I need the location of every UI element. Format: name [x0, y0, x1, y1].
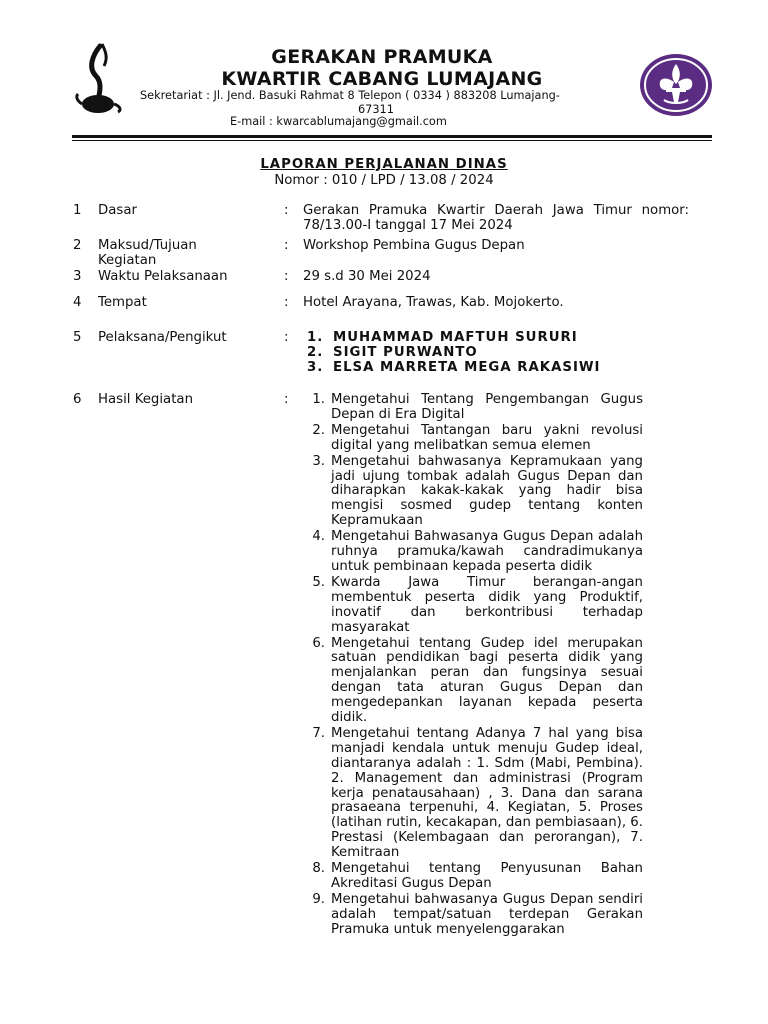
row-label: Tempat: [98, 295, 147, 310]
item-number: 6.: [312, 635, 325, 651]
participant-number: 1.: [307, 330, 324, 345]
row-number: 1: [73, 203, 82, 218]
row-colon: :: [284, 238, 289, 253]
item-number: 5.: [312, 574, 325, 590]
document-number: Nomor : 010 / LPD / 13.08 / 2024: [274, 173, 494, 188]
list-item: [303, 893, 643, 938]
participant-list: [303, 330, 683, 375]
header-divider-thin: [72, 140, 712, 141]
row-colon: :: [284, 203, 289, 218]
item-number: 3.: [312, 453, 325, 469]
row-colon: :: [284, 330, 289, 345]
item-text: Mengetahui bahwasanya Gugus Depan sendiri adalah tempat/satuan terdepan Gerakan Pramuka untuk menyelenggarakan: [331, 891, 643, 937]
tunas-kelapa-icon: [74, 42, 124, 114]
item-text: Mengetahui Tantangan baru yakni revolusi digital yang melibatkan semua elemen: [331, 422, 643, 453]
row-value: 29 s.d 30 Mei 2024: [303, 269, 431, 284]
row-colon: :: [284, 295, 289, 310]
list-item: [303, 637, 643, 726]
item-text: Mengetahui Bahwasanya Gugus Depan adalah ruhnya pramuka/kawah candradimukanya untuk pembinaan kepada peserta didik: [331, 529, 643, 574]
participant-number: 2.: [307, 345, 324, 360]
item-text: Mengetahui tentang Penyusunan Bahan Akreditasi Gugus Depan: [331, 861, 643, 891]
list-item: [303, 576, 643, 636]
participant-name: MUHAMMAD MAFTUH SURURI: [333, 330, 578, 345]
row-label: Hasil Kegiatan: [98, 392, 193, 407]
list-item: [303, 862, 643, 892]
row-label: Maksud/Tujuan Kegiatan: [98, 238, 197, 268]
row-label: Waktu Pelaksanaan: [98, 269, 228, 284]
org-name-line2: KWARTIR CABANG LUMAJANG: [221, 68, 543, 90]
participant-item: [303, 360, 683, 375]
row-label: Dasar: [98, 203, 137, 218]
row-number: 2: [73, 238, 82, 253]
header-divider-thick: [72, 135, 712, 138]
address-postcode: 67311: [358, 103, 394, 116]
document-title: LAPORAN PERJALANAN DINAS: [260, 157, 508, 172]
item-number: 4.: [312, 529, 325, 545]
item-number: 7.: [312, 725, 325, 741]
row-number: 3: [73, 269, 82, 284]
row-colon: :: [284, 392, 289, 407]
item-number: 8.: [312, 861, 325, 877]
item-text: Mengetahui Tentang Pengembangan Gugus Depan di Era Digital: [331, 392, 643, 422]
row-colon: :: [284, 269, 289, 284]
results-list: [303, 393, 643, 939]
item-text: Mengetahui tentang Gudep idel merupakan satuan pendidikan bagi peserta didik yang menjalankan peran dan fungsinya sesuai dengan tata aturan Gugus Depan dan mengedepankan layanan kepada peserta didik.: [331, 635, 643, 726]
list-item: [303, 393, 643, 423]
item-number: 1.: [312, 392, 325, 407]
participant-item: [303, 330, 683, 345]
org-name-line1: GERAKAN PRAMUKA: [271, 46, 493, 68]
row-value: Hotel Arayana, Trawas, Kab. Mojokerto.: [303, 295, 564, 310]
row-value: Gerakan Pramuka Kwartir Daerah Jawa Timur nomor: 78/13.00-I tanggal 17 Mei 2024: [303, 203, 689, 233]
list-item: [303, 727, 643, 861]
wosm-fleur-de-lis-icon: [638, 52, 714, 118]
row-label: Pelaksana/Pengikut: [98, 330, 227, 345]
row-number: 6: [73, 392, 82, 407]
row-number: 4: [73, 295, 82, 310]
participant-item: [303, 345, 683, 360]
item-text: Mengetahui tentang Adanya 7 hal yang bisa manjadi kendala untuk menuju Gudep ideal, diantaranya adalah : 1. Sdm (Mabi, Pembina). 2. Management dan administrasi (Program kerja penatausahaan) , 3. Dana dan sarana prasaeana terpenuhi, 4. Kegiatan, 5. Proses (latihan rutin, kecakapan, dan pembiasaan), 6. Prestasi (Kelembagaan dan perorangan), 7. Kemitraan: [331, 725, 643, 861]
list-item: [303, 424, 643, 454]
participant-name: SIGIT PURWANTO: [333, 345, 478, 360]
row-value: Workshop Pembina Gugus Depan: [303, 238, 525, 253]
item-text: Mengetahui bahwasanya Kepramukaan yang jadi ujung tombak adalah Gugus Depan dan diharapkan kakak-kakak yang hadir bisa mengisi sosmed gudep tentang konten Kepramukaan: [331, 453, 643, 529]
email-line: E-mail : kwarcablumajang@gmail.com: [230, 115, 447, 128]
list-item: [303, 455, 643, 530]
address-line: Sekretariat : Jl. Jend. Basuki Rahmat 8 Telepon ( 0334 ) 883208 Lumajang-: [140, 89, 560, 102]
participant-name: ELSA MARRETA MEGA RAKASIWI: [333, 360, 601, 375]
item-number: 9.: [312, 891, 325, 907]
item-text: Kwarda Jawa Timur berangan-angan membentuk peserta didik yang Produktif, inovatif dan berkontribusi terhadap masyarakat: [331, 574, 643, 635]
list-item: [303, 530, 643, 575]
item-number: 2.: [312, 422, 325, 438]
participant-number: 3.: [307, 360, 324, 375]
row-number: 5: [73, 330, 82, 345]
